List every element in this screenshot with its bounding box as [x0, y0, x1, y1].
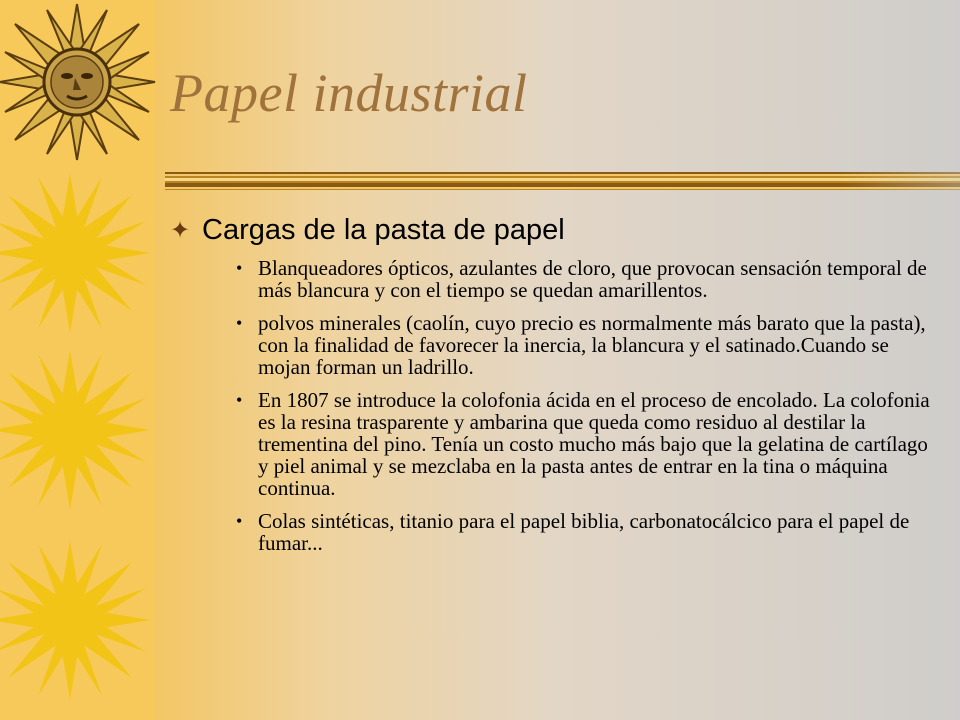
decorative-sun-column: [0, 0, 155, 720]
star-bullet-icon: ✦: [170, 217, 191, 244]
slide-body: [170, 214, 950, 565]
title-divider: [165, 172, 960, 190]
list-item: • Blanqueadores ópticos, azulantes de cloro, que provocan sensación temporal de más blancura y con el tiempo se quedan amarillentos.: [258, 257, 938, 301]
list-item: • polvos minerales (caolín, cuyo precio es normalmente más barato que la pasta), con la finalidad de favorecer la inercia, la blancura y el satinado.Cuando se mojan forman un ladrillo.: [258, 312, 938, 378]
list-item: • En 1807 se introduce la colofonia ácida en el proceso de encolado. La colofonia es la resina trasparente y ambarina que queda como residuo al destilar la trementina del pino. Tenía un costo mucho más bajo que la gelatina de cartílago y piel animal y se mezclaba en la pasta antes de entrar en la tina o máquina continua.: [258, 389, 938, 499]
sun-icon: [0, 530, 160, 710]
list-item: • Colas sintéticas, titanio para el papel biblia, carbonatocálcico para el papel de fumar...: [258, 510, 938, 554]
sun-face-icon: [0, 0, 160, 165]
sun-icon: [0, 345, 160, 515]
sun-icon: [0, 168, 160, 338]
section-heading-text: Cargas de la pasta de papel: [202, 214, 565, 246]
bullet-list: [170, 257, 950, 554]
section-heading: [170, 214, 950, 247]
slide-title: Papel industrial: [170, 63, 528, 123]
